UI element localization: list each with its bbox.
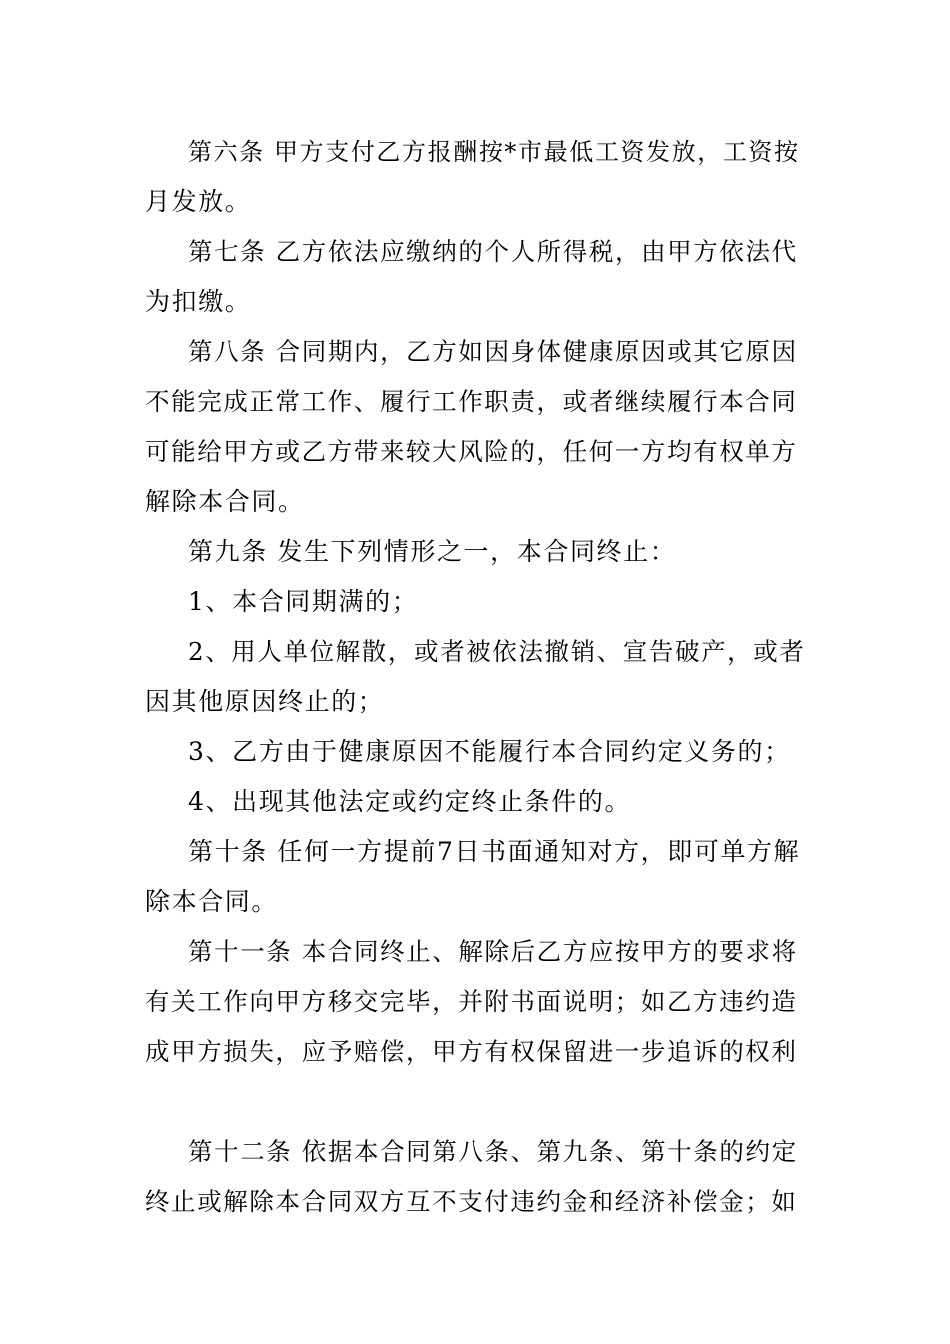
text-line: 终止或解除本合同双方互不支付违约金和经济补偿金；如 <box>145 1187 798 1216</box>
text-line: 第六条 甲方支付乙方报酬按*市最低工资发放，工资按 <box>188 138 800 166</box>
text-line: 第九条 发生下列情形之一，本合同终止： <box>188 537 677 566</box>
text-line: 2、用人单位解散，或者被依法撤销、宣告破产，或者 <box>188 637 806 666</box>
text-line: 3、乙方由于健康原因不能履行本合同约定义务的； <box>188 737 791 766</box>
text-line: 有关工作向甲方移交完毕，并附书面说明；如乙方违约造 <box>145 987 798 1016</box>
text-line: 1、本合同期满的； <box>188 587 419 616</box>
text-line: 为扣缴。 <box>145 287 252 316</box>
text-line: 第十二条 依据本合同第八条、第九条、第十条的约定 <box>188 1137 798 1166</box>
text-line: 4、出现其他法定或约定终止条件的。 <box>188 787 632 816</box>
text-line: 第十条 任何一方提前7日书面通知对方，即可单方解 <box>188 837 801 866</box>
text-line: 因其他原因终止的； <box>145 687 385 716</box>
text-line: 第七条 乙方依法应缴纳的个人所得税，由甲方依法代 <box>188 237 798 266</box>
text-line: 第十一条 本合同终止、解除后乙方应按甲方的要求将 <box>188 937 798 966</box>
text-line: 除本合同。 <box>145 887 279 916</box>
text-line: 第八条 合同期内，乙方如因身体健康原因或其它原因 <box>188 337 798 366</box>
text-line: 月发放。 <box>145 187 252 216</box>
text-line: 不能完成正常工作、履行工作职责，或者继续履行本合同 <box>145 387 798 416</box>
text-line: 成甲方损失，应予赔偿，甲方有权保留进一步追诉的权利 <box>145 1037 798 1066</box>
text-line: 可能给甲方或乙方带来较大风险的，任何一方均有权单方 <box>145 437 798 466</box>
text-line: 解除本合同。 <box>145 487 305 516</box>
